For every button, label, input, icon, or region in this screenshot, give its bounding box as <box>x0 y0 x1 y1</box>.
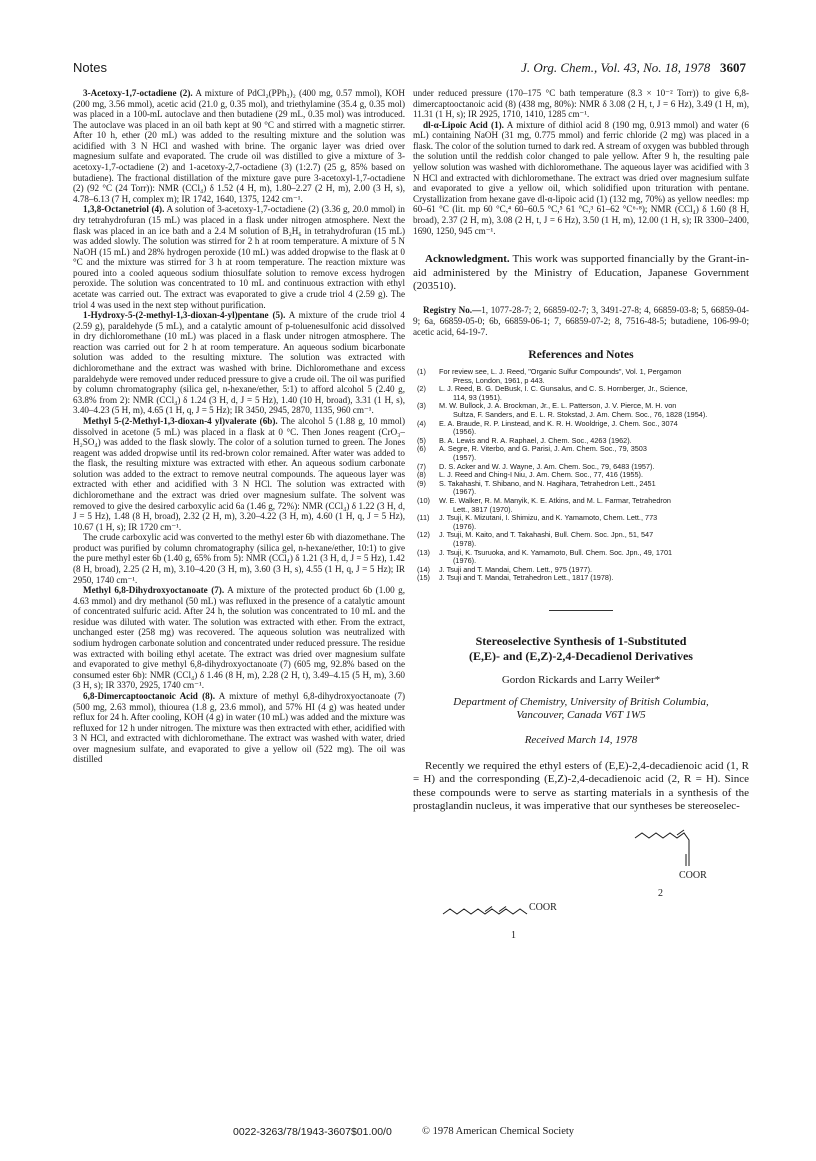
affiliation-line-2: Vancouver, Canada V6T 1W5 <box>516 708 646 721</box>
reference-text: For review see, L. J. Reed, "Organic Sulfur Compounds", Vol. 1, Pergamon <box>439 367 682 377</box>
reference-number: (11) <box>417 513 430 523</box>
structure-1-group: COOR <box>529 901 557 913</box>
structure-2-label: 2 <box>658 887 663 899</box>
references-title: References and Notes <box>528 349 634 362</box>
reference-text: L. J. Reed, B. G. DeBusk, I. C. Gunsalus, and C. S. Hornberger, Jr., Science, <box>439 384 688 394</box>
acknowledgment <box>413 253 749 293</box>
article-title-line-2: (E,E)- and (E,Z)-2,4-Decadienol Derivatives <box>469 648 693 663</box>
paragraph-text: A mixture of PdCl₂(PPh₃)₂ (400 mg, 0.57 mmol), KOH (200 mg, 3.56 mmol), acetic acid (21.0 g, 0.35 mol), and triethylamine (35.4 g, 0.35 mol) was placed in a 100-mL autoclave and then butadiene (29 mL, 0.35 mol) was introduced. The autoclave was placed in an oil bath kept at 90 °C and stirred with a magnetic stirrer. After 10 h, ether (20 mL) was added to the resulting mixture and the solution was acidified with 3 N HCl and washed with brine. The organic layer was dried over magnesium sulfate and evaporated. The crude oil was distilled to give a mixture of 3-acetoxy-1,7-octadiene (2) and 1-acetoxy-2,7-octadiene (3) (1:2.7) (25 g, 85% based on butadiene). The fractional distillation of the mixture gave pure 3-acetoxyl-1,7-octadiene (2) (92 °C (24 Torr)): NMR (CCl₄) δ 1.52 (4 H, m), 1.80–2.27 (2 H, m), 2.00 (3 H, s), 4.78–6.13 (7 H, complex m); IR 1742, 1640, 1375, 1242 cm⁻¹. <box>73 88 405 204</box>
structure-2-skeleton <box>635 830 689 866</box>
reference-text: M. W. Bullock, J. A. Brockman, Jr., E. L. Patterson, J. V. Pierce, M. H. von <box>439 401 677 411</box>
reference-continuation: (1976). <box>453 556 477 566</box>
reference-number: (5) <box>417 435 426 445</box>
article-title <box>413 634 749 664</box>
article-divider <box>549 610 613 611</box>
reference-item <box>413 420 749 437</box>
reference-continuation: (1967). <box>453 487 477 497</box>
reference-continuation: (1976). <box>453 521 477 531</box>
paragraph-text: under reduced pressure (170–175 °C bath temperature (8.3 × 10⁻² Torr)) to give 6,8-dimercaptooctanoic acid (8) (438 mg, 80%): NMR δ 3.08 (2 H, t, J = 6 Hz), 3.49 (1 H, m), 11.31 (1 H, s); IR 2925, 1710, 1410, 1285 cm⁻¹. <box>413 88 749 120</box>
paragraph-text: A mixture of the protected product 6b (1.00 g, 4.63 mmol) and dry methanol (50 mL) was refluxed in the presence of a catalytic amount of concentrated sulfuric acid. After 24 h, the solution was concentrated to 10 mL and the residue was diluted with water. The solution was extracted with ether. From the extract, unchanged ester (258 mg) was recovered. The aqueous solution was neutralized with sodium hydrogen carbonate solution and concentrated under reduced pressure. The residue was extracted with boiling ethyl acetate. The extract was dried over magnesium sulfate and evaporated to give methyl 6,8-dihydroxyoctanoate (7) (605 mg, 92.8% based on the consumed ester 6b): NMR (CCl₄) δ 1.46 (8 H, m), 2.28 (2 H, t), 3.49–4.15 (5 H, m), 3.60 (3 H, s); IR 3370, 2925, 1740 cm⁻¹. <box>73 585 405 691</box>
received-date: Received March 14, 1978 <box>524 733 638 746</box>
reference-number: (14) <box>417 564 430 574</box>
experimental-paragraph <box>73 204 405 310</box>
experimental-continued <box>413 88 749 236</box>
experimental-paragraph <box>413 88 749 120</box>
reference-text: B. A. Lewis and R. A. Raphael, J. Chem. Soc., 4263 (1962). <box>439 435 632 445</box>
structure-2-group: COOR <box>679 869 707 881</box>
reference-text: L. J. Reed and Ching-I Niu, J. Am. Chem. Soc., 77, 416 (1955). <box>439 470 644 480</box>
reference-text: J. Tsuji and T. Mandai, Chem. Lett., 975 (1977). <box>439 564 593 574</box>
paragraph-heading: 3-Acetoxy-1,7-octadiene (2). <box>83 88 193 98</box>
reference-number: (3) <box>417 401 426 411</box>
reference-item <box>413 368 749 385</box>
paragraph-heading: 1-Hydroxy-5-(2-methyl-1,3-dioxan-4-yl)pentane (5). <box>83 310 286 321</box>
reference-item <box>413 445 749 462</box>
reference-item <box>413 514 749 531</box>
registry-head: Registry No.— <box>423 305 482 316</box>
reference-number: (7) <box>417 461 426 471</box>
reference-item <box>413 402 749 419</box>
paragraph-heading: Methyl 6,8-Dihydroxyoctanoate (7). <box>83 585 225 596</box>
right-column <box>413 88 749 948</box>
paragraph-heading: dl-α-Lipoic Acid (1). <box>423 119 504 130</box>
reference-text: J. Tsuji, K. Mizutani, I. Shimizu, and K. Yamamoto, Chem. Lett., 773 <box>439 513 658 523</box>
article-intro: Recently we required the ethyl esters of (E,E)-2,4-decadienoic acid (1, R = H) and the corresponding (E,Z)-2,4-decadienoic acid (2, R = H). Since these compounds were to serve as starting materials in a synthesis of the prostaglandin nucleus, it was imperative that our syntheses be stereoselec- <box>413 759 749 813</box>
reference-text: E. A. Braude, R. P. Linstead, and K. R. H. Wooldrige, J. Chem. Soc., 3074 <box>439 418 678 428</box>
reference-text: A. Segre, R. Viterbo, and G. Parisi, J. Am. Chem. Soc., 79, 3503 <box>439 444 647 454</box>
article-affiliation <box>413 696 749 722</box>
reference-number: (12) <box>417 530 430 540</box>
journal-citation: J. Org. Chem., Vol. 43, No. 18, 1978 <box>521 60 711 75</box>
chemical-structures <box>413 818 749 948</box>
reference-continuation: 114, 93 (1951). <box>453 392 502 402</box>
running-head-journal <box>521 60 746 76</box>
reference-item <box>413 497 749 514</box>
structure-drawings <box>413 818 749 948</box>
paragraph-text: A mixture of dithiol acid 8 (190 mg, 0.913 mmol) and water (6 mL) containing NaOH (31 mg, 0.775 mmol) and ferric chloride (2 mg) was placed in a flask. The color of the solution turned to dark red. A stream of oxygen was bubbled through the solution until the reddish color changed to pale yellow. After 9 h, the resulting pale yellow solution was washed with dichloromethane. The aqueous layer was acidified with 3 N HCl and extracted with dichloromethane. The extract was dried over magnesium sulfate and evaporated to give a yellow oil, which solidified upon trituration with pentane. Crystallization from hexane gave dl-α-lipoic acid (1) (132 mg, 70%) as yellow needles: mp 60–61 °C (lit. mp 60 °C,⁴ 60–60.5 °C,⁵ 61 °C,³ 61–62 °C⁶·⁸); NMR (CCl₄) δ 1.60 (8 H, broad), 2.37 (2 H, m), 3.08 (2 H, t, J = 6 Hz), 3.50 (1 H, m), 12.00 (1 H, s); IR 3300–2400, 1690, 1250, 945 cm⁻¹. <box>413 119 749 236</box>
paragraph-text: A solution of 3-acetoxy-1,7-octadiene (2) (3.36 g, 20.0 mmol) in dry tetrahydrofuran (15 mL) was placed in a flask under nitrogen atmosphere. Next the flask was placed in an ice bath and a 2.4 M solution of B₂H₆ in tetrahydrofuran (15 mL) was added slowly. The solution was stirred for 2 h at room temperature. A mixture of 5 N NaOH (15 mL) and 28% hydrogen peroxide (10 mL) was added dropwise to the flask at 0 °C and the mixture was stirred for 3 h at room temperature. The reaction mixture was poured into a cooled aqueous sodium thiosulfate solution to remove excess hydrogen peroxide. The solution was concentrated to 10 mL and continuous extraction with ethyl acetate was carried out. The extract was evaporated to give a crude triol 4 (2.59 g). The triol 4 was used in the next step without purification. <box>73 204 405 310</box>
paragraph-text: The alcohol 5 (1.88 g, 10 mmol) dissolved in acetone (5 mL) was placed in a flask at 0 °C. Then Jones reagent (CrO₃–H₂SO₄) was added to the flask slowly. The color of a solution turned to green. The Jones reagent was added dropwise until its red-brown color remained. After water was added to the flask, the resulting mixture was extracted with ether. An aqueous sodium carbonate solution was added to the extract to remove neutral compounds. The aqueous layer was extracted with ether and acidified with 3 N HCl. The solution was extracted with dichloromethane and the extract was dried over magnesium sulfate. The solvent was removed to give the desired carboxylic acid 6a (1.46 g, 72%): NMR (CCl₄) δ 1.22 (3 H, d, J = 5 Hz), 1.48 (8 H, broad), 2.32 (2 H, m), 3.20–4.22 (3 H, m), 4.60 (1 H, q, J = 5 Hz), 10.67 (1 H, s); IR 1720 cm⁻¹. <box>73 415 405 532</box>
experimental-paragraph <box>73 691 405 765</box>
reference-text: D. S. Acker and W. J. Wayne, J. Am. Chem. Soc., 79, 6483 (1957). <box>439 461 655 471</box>
registry-numbers <box>413 305 749 337</box>
paragraph-text: The crude carboxylic acid was converted to the methyl ester 6b with diazomethane. The product was purified by column chromatography (silica gel, n-hexane/ether, 10:1) to give the pure methyl ester 6b (1.40 g, 65% from 5): NMR (CCl₄) δ 1.21 (3 H, d, J = 5 Hz), 1.42 (8 H, broad), 2.25 (2 H, m), 3.10–4.20 (3 H, m), 3.60 (3 H, s), 4.55 (1 H, q, J = 5 Hz); IR 2950, 1740 cm⁻¹. <box>73 532 405 585</box>
reference-item <box>413 574 749 583</box>
experimental-paragraph <box>73 585 405 691</box>
footer-code: 0022-3263/78/1943-3607$01.00/0 <box>233 1126 392 1138</box>
reference-text: J. Tsuji, K. Tsuruoka, and K. Yamamoto, Bull. Chem. Soc. Jpn., 49, 1701 <box>439 547 673 557</box>
structure-1-skeleton <box>443 906 527 914</box>
references-list <box>413 368 749 583</box>
paragraph-text: A mixture of methyl 6,8-dihydroxyoctanoate (7) (500 mg, 2.63 mmol), thiourea (1.8 g, 23.6 mmol), and 57% HI (4 g) was heated under reflux for 24 h. After cooling, KOH (4 g) in water (10 mL) was added and the mixture was refluxed for 12 h under nitrogen. The mixture was then extracted with ether, acidified with 3 N HCl, and extracted with dichloromethane. The extract was washed with water, dried over magnesium sulfate, and evaporated to give a yellow oil (522 mg). The oil was distilled <box>73 690 406 765</box>
footer-copyright: © 1978 American Chemical Society <box>422 1126 575 1137</box>
reference-number: (4) <box>417 418 426 428</box>
paragraph-heading: Methyl 5-(2-Methyl-1,3-dioxan-4 yl)valerate (6b). <box>83 415 278 426</box>
reference-continuation: Press, London, 1961, p 443. <box>453 375 545 385</box>
reference-continuation: (1957). <box>453 453 477 463</box>
acknowledgment-head: Acknowledgment. <box>425 253 510 266</box>
reference-item <box>413 531 749 548</box>
paragraph-heading: 1,3,8-Octanetriol (4). <box>83 204 165 215</box>
reference-number: (13) <box>417 547 430 557</box>
reference-text: S. Takahashi, T. Shibano, and N. Hagihara, Tetrahedron Lett., 2451 <box>439 478 656 488</box>
reference-continuation: (1956). <box>453 427 477 437</box>
reference-text: J. Tsuji and T. Mandai, Tetrahedron Lett., 1817 (1978). <box>439 573 614 583</box>
paragraph-heading: 6,8-Dimercaptooctanoic Acid (8). <box>83 690 216 701</box>
reference-item <box>413 549 749 566</box>
reference-item <box>413 385 749 402</box>
reference-number: (9) <box>417 478 426 488</box>
reference-continuation: (1978). <box>453 538 477 548</box>
reference-item <box>413 480 749 497</box>
reference-continuation: Lett., 3817 (1970). <box>453 504 513 514</box>
reference-number: (1) <box>417 367 426 377</box>
reference-number: (2) <box>417 384 426 394</box>
reference-number: (10) <box>417 496 430 505</box>
registry-text: 1, 1077-28-7; 2, 66859-02-7; 3, 3491-27-8; 4, 66859-03-8; 5, 66859-04-9; 6a, 66859-05-0; 6b, 66859-06-1; 7, 66859-07-2; 8, 7516-48-5; butadiene, 106-99-0; acetic acid, 64-19-7. <box>413 305 750 337</box>
reference-continuation: Sultza, F. Sanders, and E. L. R. Stokstad, J. Am. Chem. Soc., 76, 1828 (1954). <box>453 410 708 420</box>
page-number: 3607 <box>720 60 746 75</box>
article-title-line-1: Stereoselective Synthesis of 1-Substituted <box>475 633 687 648</box>
left-column <box>73 88 405 765</box>
experimental-paragraph <box>73 532 405 585</box>
reference-number: (6) <box>417 444 426 454</box>
reference-text: W. E. Walker, R. M. Manyik, K. E. Atkins, and M. L. Farmar, Tetrahedron <box>439 496 671 505</box>
reference-number: (15) <box>417 573 430 583</box>
affiliation-line-1: Department of Chemistry, University of British Columbia, <box>453 695 709 708</box>
experimental-paragraph <box>73 88 405 204</box>
paragraph-text: A mixture of the crude triol 4 (2.59 g), paraldehyde (5 mL), and a catalytic amount of p-toluenesulfonic acid dissolved in dry dichloromethane (10 mL) was placed in a flask under nitrogen atmosphere. The reaction was carried out for 2 h at room temperature. An aqueous sodium bicarbonate solution was added to the resulting mixture. The solution was extracted with dichloromethane and the extract was washed with brine. Dichloromethane and excess paraldehyde were removed under reduced pressure to give a crude oil. The oil was purified by column chromatography (silica gel, n-hexane/ether, 5:1) to afford alcohol 5 (2.40 g, 63.8% from 2): NMR (CCl₄) δ 1.24 (3 H, d, J = 5 Hz), 1.40 (10 H, broad), 3.31 (1 H, s), 3.40–4.23 (5 H, m), 4.65 (1 H, q, J = 5 Hz); IR 3450, 2945, 2870, 1135, 960 cm⁻¹. <box>73 310 406 416</box>
structure-1-label: 1 <box>511 929 516 941</box>
experimental-paragraph <box>73 310 405 416</box>
experimental-paragraph <box>413 120 749 236</box>
article-authors: Gordon Rickards and Larry Weiler* <box>501 673 661 686</box>
running-head-section: Notes <box>73 60 107 75</box>
reference-number: (8) <box>417 470 426 480</box>
experimental-paragraph <box>73 416 405 532</box>
acknowledgment-text: This work was supported financially by the Grant-in-aid administered by the Ministry of Education, Japanese Government (203510). <box>413 253 749 292</box>
reference-text: J. Tsuji, M. Kaito, and T. Takahashi, Bull. Chem. Soc. Jpn., 51, 547 <box>439 530 654 540</box>
